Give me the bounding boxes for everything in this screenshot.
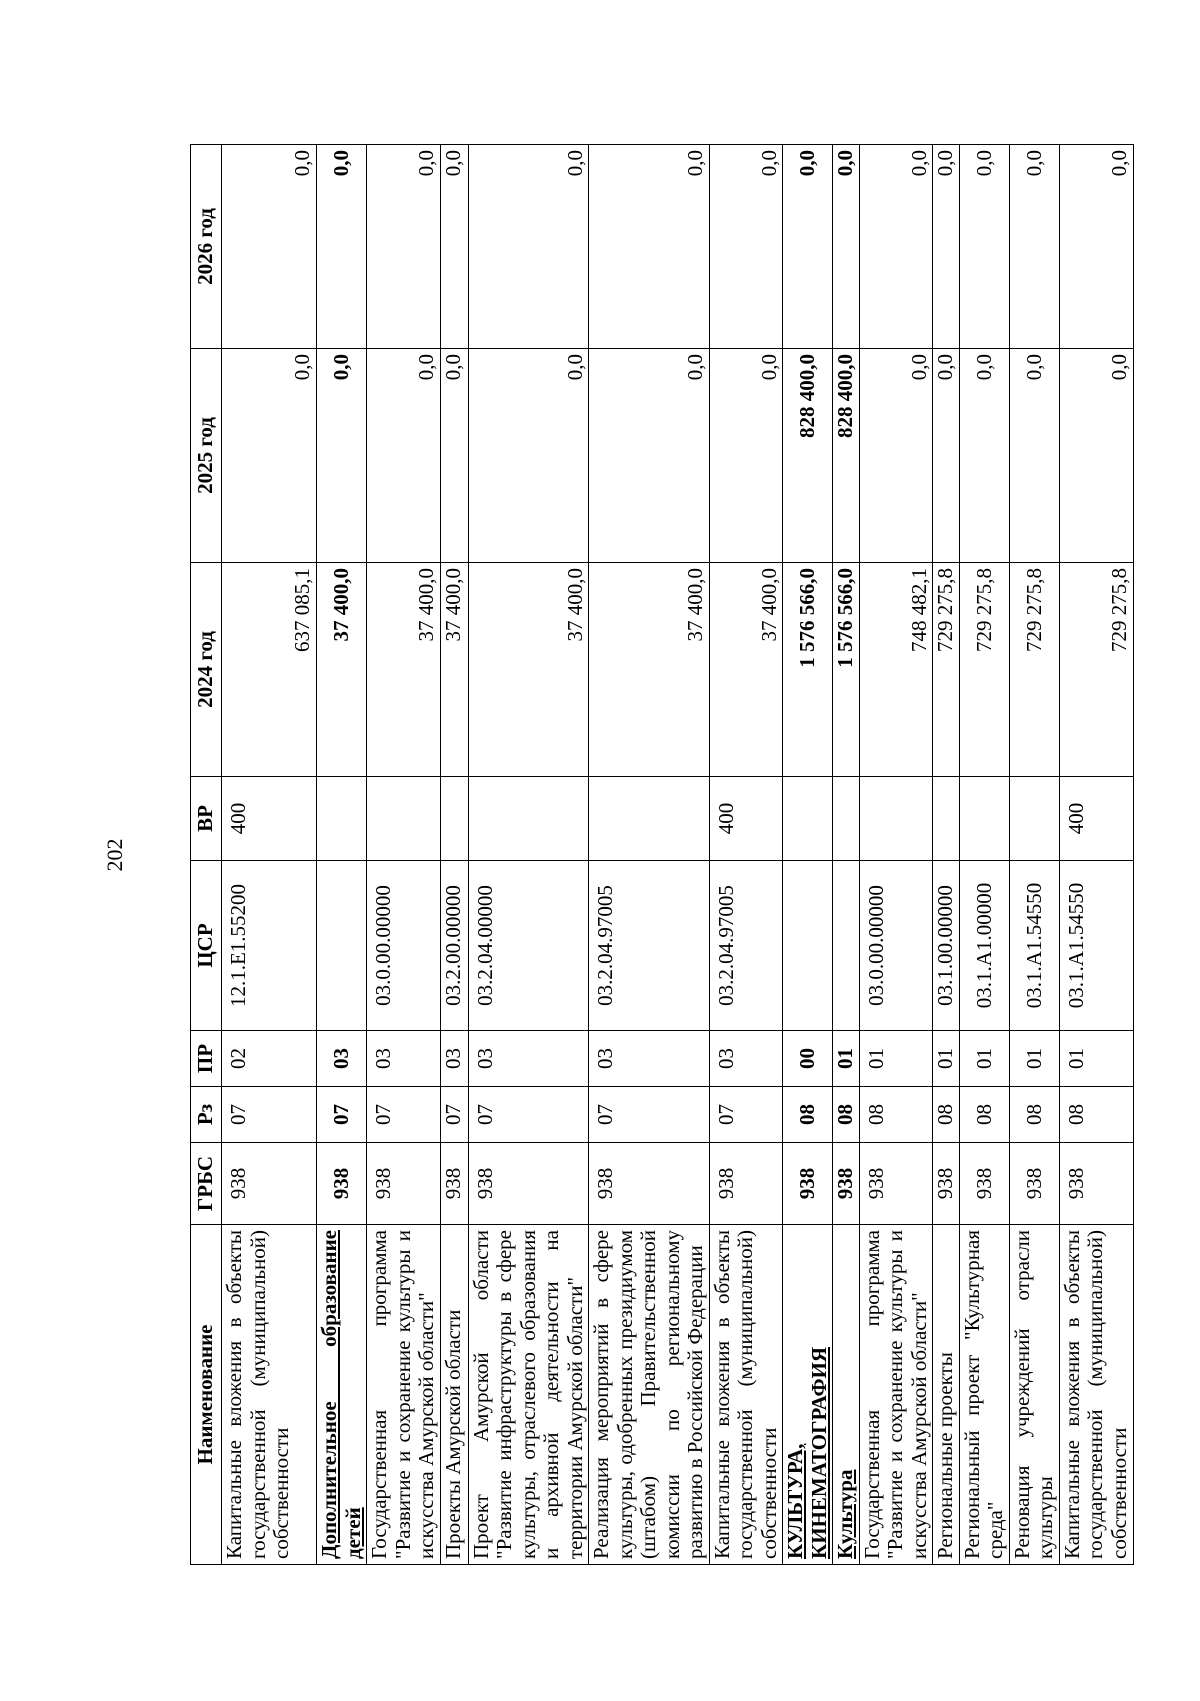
table-row [959,145,1009,1565]
cell-rz: 08 [783,1087,833,1143]
cell-csr [833,861,860,1031]
cell-csr: 03.1.А1.54550 [1009,861,1059,1031]
cell-vr [367,777,441,861]
cell-2026: 0,0 [367,145,441,349]
cell-2026: 0,0 [859,145,933,349]
cell-pr: 03 [709,1031,783,1087]
table-row [317,145,367,1565]
cell-2025: 0,0 [222,349,317,563]
cell-vr: 400 [1059,777,1133,861]
cell-pr: 01 [1009,1031,1059,1087]
cell-name: Капитальные вложения в объекты государственной (муниципальной) собственности [709,1225,783,1565]
table-region [190,145,1131,1565]
cell-pr: 03 [589,1031,710,1087]
cell-grbs: 938 [959,1143,1009,1225]
table-row [859,145,933,1565]
table-row [222,145,317,1565]
cell-vr [933,777,960,861]
header-row [191,145,222,1565]
cell-2026: 0,0 [783,145,833,349]
cell-2025: 0,0 [468,349,589,563]
cell-rz: 08 [859,1087,933,1143]
cell-grbs: 938 [783,1143,833,1225]
cell-rz: 08 [933,1087,960,1143]
cell-rz: 08 [1059,1087,1133,1143]
cell-2024: 37 400,0 [709,563,783,777]
cell-grbs: 938 [468,1143,589,1225]
cell-name: Реализация мероприятий в сфере культуры, одобренных президиумом (штабом) Правительственной комиссии по региональному развитию в Российской Федерации [589,1225,710,1565]
cell-2024: 748 482,1 [859,563,933,777]
cell-pr: 01 [933,1031,960,1087]
cell-name: Региональные проекты [933,1225,960,1565]
cell-csr: 03.0.00.00000 [367,861,441,1031]
cell-pr: 01 [833,1031,860,1087]
cell-pr: 03 [468,1031,589,1087]
cell-2025: 828 400,0 [833,349,860,563]
cell-grbs: 938 [933,1143,960,1225]
cell-pr: 01 [1059,1031,1133,1087]
cell-vr [859,777,933,861]
cell-pr: 03 [317,1031,367,1087]
cell-csr [317,861,367,1031]
cell-grbs: 938 [440,1143,468,1225]
cell-vr: 400 [709,777,783,861]
cell-csr: 03.1.А1.00000 [959,861,1009,1031]
cell-2024: 1 576 566,0 [833,563,860,777]
cell-2026: 0,0 [589,145,710,349]
budget-table [190,144,1134,1565]
table-row [783,145,833,1565]
header-csr: ЦСР [191,861,222,1031]
cell-name: Проекты Амурской области [440,1225,468,1565]
cell-2024: 1 576 566,0 [783,563,833,777]
cell-2025: 0,0 [933,349,960,563]
cell-vr [959,777,1009,861]
cell-2026: 0,0 [1009,145,1059,349]
cell-name: Проект Амурской области "Развитие инфраструктуры в сфере культуры, отраслевого образования и архивной деятельности на территории Амурской области" [468,1225,589,1565]
cell-pr: 03 [367,1031,441,1087]
cell-2026: 0,0 [959,145,1009,349]
cell-rz: 07 [589,1087,710,1143]
cell-csr: 03.2.04.97005 [589,861,710,1031]
cell-2025: 0,0 [440,349,468,563]
cell-vr: 400 [222,777,317,861]
header-2026: 2026 год [191,145,222,349]
cell-2025: 0,0 [367,349,441,563]
cell-name: Культура [833,1225,860,1565]
cell-2024: 729 275,8 [1009,563,1059,777]
cell-grbs: 938 [709,1143,783,1225]
table-row [933,145,960,1565]
cell-2026: 0,0 [317,145,367,349]
cell-csr: 03.0.00.00000 [859,861,933,1031]
cell-rz: 07 [317,1087,367,1143]
cell-2025: 0,0 [1009,349,1059,563]
cell-csr: 03.1.00.00000 [933,861,960,1031]
cell-vr [440,777,468,861]
cell-rz: 07 [367,1087,441,1143]
cell-pr: 01 [959,1031,1009,1087]
cell-2025: 828 400,0 [783,349,833,563]
header-vr: ВР [191,777,222,861]
table-row [367,145,441,1565]
cell-grbs: 938 [317,1143,367,1225]
table-row [440,145,468,1565]
cell-rz: 08 [1009,1087,1059,1143]
cell-2024: 37 400,0 [367,563,441,777]
cell-csr: 03.2.00.00000 [440,861,468,1031]
cell-2026: 0,0 [833,145,860,349]
cell-pr: 00 [783,1031,833,1087]
cell-name: Государственная программа "Развитие и сохранение культуры и искусства Амурской области" [367,1225,441,1565]
cell-csr [783,861,833,1031]
cell-grbs: 938 [833,1143,860,1225]
cell-2025: 0,0 [589,349,710,563]
page-number: 202 [102,838,127,872]
cell-vr [317,777,367,861]
cell-name: Реновация учреждений отрасли культуры [1009,1225,1059,1565]
cell-vr [589,777,710,861]
cell-2025: 0,0 [1059,349,1133,563]
cell-2024: 37 400,0 [440,563,468,777]
cell-2026: 0,0 [468,145,589,349]
header-grbs: ГРБС [191,1143,222,1225]
header-2024: 2024 год [191,563,222,777]
cell-grbs: 938 [1059,1143,1133,1225]
cell-name: Капитальные вложения в объекты государственной (муниципальной) собственности [1059,1225,1133,1565]
cell-2025: 0,0 [859,349,933,563]
table-row [1059,145,1133,1565]
cell-name: Государственная программа "Развитие и сохранение культуры и искусства Амурской области" [859,1225,933,1565]
cell-name: Капитальные вложения в объекты государственной (муниципальной) собственности [222,1225,317,1565]
table-row [468,145,589,1565]
cell-2026: 0,0 [222,145,317,349]
cell-2025: 0,0 [959,349,1009,563]
table-body [222,145,1134,1565]
cell-2024: 37 400,0 [468,563,589,777]
cell-2025: 0,0 [317,349,367,563]
cell-pr: 02 [222,1031,317,1087]
header-pr: ПР [191,1031,222,1087]
cell-grbs: 938 [589,1143,710,1225]
cell-rz: 07 [468,1087,589,1143]
cell-2026: 0,0 [709,145,783,349]
table-row [589,145,710,1565]
cell-pr: 03 [440,1031,468,1087]
table-row [833,145,860,1565]
cell-grbs: 938 [222,1143,317,1225]
cell-2024: 37 400,0 [317,563,367,777]
cell-2024: 729 275,8 [1059,563,1133,777]
cell-name: КУЛЬТУРА, КИНЕМАТОГРАФИЯ [783,1225,833,1565]
header-2025: 2025 год [191,349,222,563]
cell-csr: 12.1.Е1.55200 [222,861,317,1031]
cell-grbs: 938 [1009,1143,1059,1225]
header-rz: Рз [191,1087,222,1143]
cell-vr [468,777,589,861]
header-name: Наименование [191,1225,222,1565]
cell-2026: 0,0 [933,145,960,349]
cell-name: Дополнительное образование детей [317,1225,367,1565]
cell-2024: 729 275,8 [959,563,1009,777]
cell-csr: 03.1.А1.54550 [1059,861,1133,1031]
cell-csr: 03.2.04.00000 [468,861,589,1031]
cell-grbs: 938 [859,1143,933,1225]
table-row [709,145,783,1565]
cell-vr [833,777,860,861]
cell-rz: 07 [440,1087,468,1143]
cell-rz: 07 [222,1087,317,1143]
cell-grbs: 938 [367,1143,441,1225]
cell-name: Региональный проект "Культурная среда" [959,1225,1009,1565]
cell-csr: 03.2.04.97005 [709,861,783,1031]
cell-pr: 01 [859,1031,933,1087]
cell-2024: 729 275,8 [933,563,960,777]
table-row [1009,145,1059,1565]
cell-2026: 0,0 [440,145,468,349]
cell-rz: 07 [709,1087,783,1143]
cell-rz: 08 [833,1087,860,1143]
cell-2024: 637 085,1 [222,563,317,777]
cell-2026: 0,0 [1059,145,1133,349]
cell-vr [783,777,833,861]
cell-2025: 0,0 [709,349,783,563]
cell-2024: 37 400,0 [589,563,710,777]
cell-vr [1009,777,1059,861]
cell-rz: 08 [959,1087,1009,1143]
